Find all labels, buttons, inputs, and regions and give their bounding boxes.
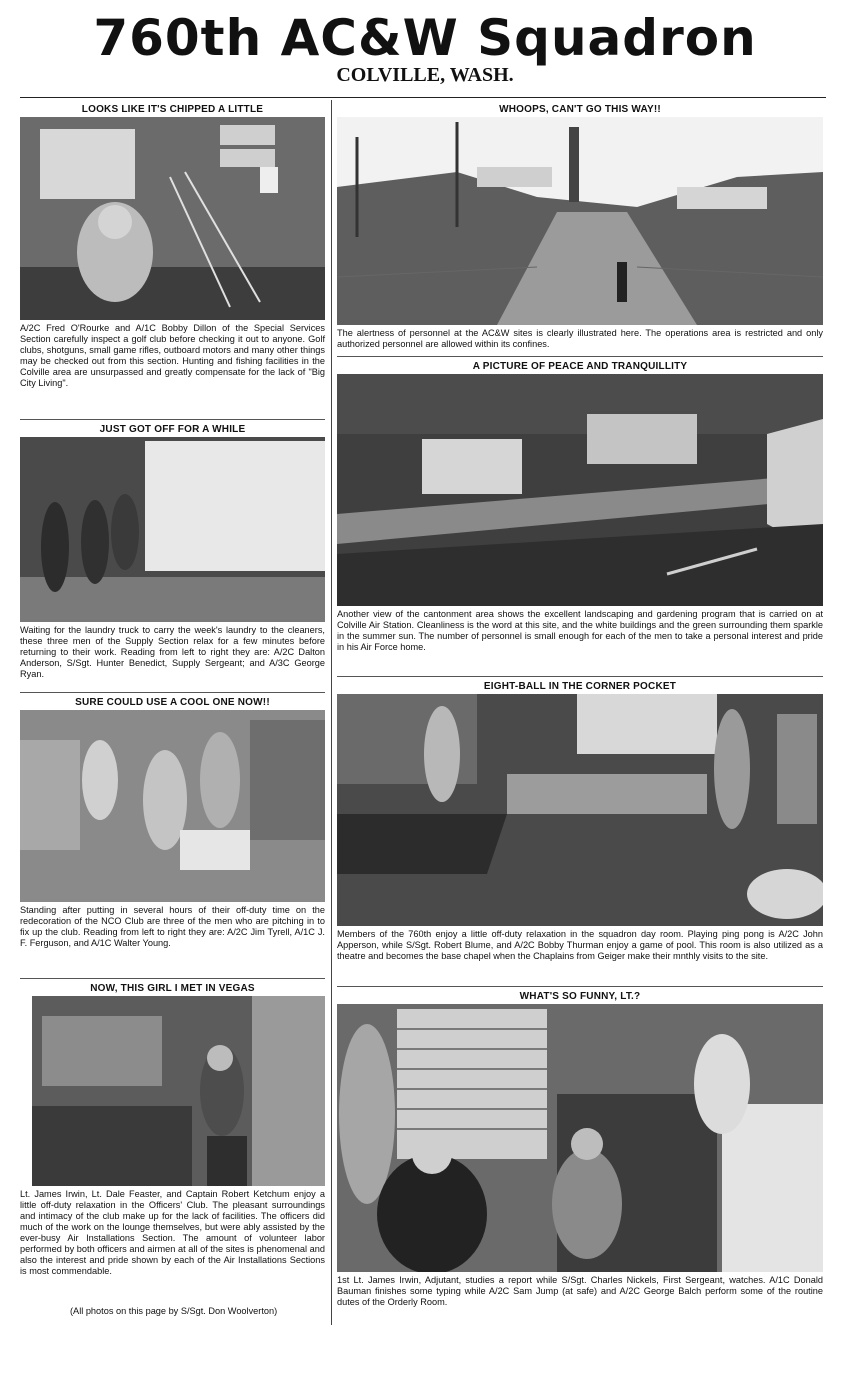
section-rule xyxy=(20,419,325,420)
section-rule xyxy=(337,356,823,357)
section-rule xyxy=(20,978,325,979)
section-rule xyxy=(20,692,325,693)
story-restricted-area xyxy=(337,103,823,350)
story-golf-club xyxy=(20,103,325,389)
masthead-rule xyxy=(20,97,826,98)
story-caption: Standing after putting in several hours of their off-duty time on the redecoration of the NCO Club are three of the men who are pitching in to fix up the club. Reading from left to right they are: A/2C Jim Tyrell, A/1C J. F. Ferguson, and A/1C Walter Young. xyxy=(20,905,325,948)
photo-golf-club xyxy=(20,117,325,320)
story-heading: WHAT'S SO FUNNY, LT.? xyxy=(519,991,641,1002)
photo-day-room xyxy=(337,694,823,926)
story-heading: A PICTURE OF PEACE AND TRANQUILLITY xyxy=(472,361,688,372)
story-heading: JUST GOT OFF FOR A WHILE xyxy=(99,424,246,435)
section-rule xyxy=(337,986,823,987)
story-heading: EIGHT-BALL IN THE CORNER POCKET xyxy=(483,681,677,692)
story-caption: Another view of the cantonment area shows the excellent landscaping and gardening program that is carried on at Colville Air Station. Cleanliness is the word at this site, and the white buildings and the green surrounding them sparkle in the summer sun. The number of personnel is small enough for each of the men to take a personal interest and pride in his Air Force home. xyxy=(337,609,823,652)
photo-nco-club xyxy=(20,710,325,902)
story-caption: 1st Lt. James Irwin, Adjutant, studies a report while S/Sgt. Charles Nickels, First Sergeant, watches. A/1C Donald Bauman finishes some typing while A/2C Sam Jump (at safe) and A/2C George Balch perform some of the routine dutes of the Orderly Room. xyxy=(337,1275,823,1307)
story-day-room xyxy=(337,680,823,962)
story-heading: SURE COULD USE A COOL ONE NOW!! xyxy=(75,697,270,708)
section-rule xyxy=(337,676,823,677)
page-title: 760th AC&W Squadron xyxy=(93,9,757,67)
story-orderly-room xyxy=(337,990,823,1308)
story-caption: Members of the 760th enjoy a little off-duty relaxation in the squadron day room. Playing ping pong is A/2C John Apperson, while S/Sgt. Robert Blume, and A/2C Bobby Thurman enjoy a game of pool. This room is also utilized as a theatre and becomes the base chapel when the Chaplains from Geiger make their mnthly visits to the site. xyxy=(337,929,823,961)
story-heading: NOW, THIS GIRL I MET IN VEGAS xyxy=(90,983,255,994)
story-laundry xyxy=(20,423,325,680)
story-caption: Waiting for the laundry truck to carry the week's laundry to the cleaners, these three men of the Supply Section relax for a few minutes before returning to their work. Reading from left to right they are: A/2C Dalton Anderson, S/Sgt. Hunter Benedict, Supply Sergeant; and A/3C George Ryan. xyxy=(20,625,325,679)
photo-laundry xyxy=(20,437,325,622)
photo-credit: (All photos on this page by S/Sgt. Don Woolverton) xyxy=(70,1306,278,1316)
story-heading: WHOOPS, CAN'T GO THIS WAY!! xyxy=(499,104,661,115)
story-caption: A/2C Fred O'Rourke and A/1C Bobby Dillon of the Special Services Section carefully inspect a golf club before checking it out to anyone. Golf clubs, shotguns, small game rifles, outboard motors and many other things may be checked out from this section. Hunting and fishing facilities in the Colville area are unsurpassed and greatly compensate for the lack of "Big City Living". xyxy=(20,323,325,388)
story-caption: Lt. James Irwin, Lt. Dale Feaster, and Captain Robert Ketchum enjoy a little off-duty relaxation in the Officers' Club. The pleasant surroundings and intimacy of the club make up for the lack of facilities. The officers did much of the work on the lounge themselves, but were ably assisted by the ever-busy Air Installations Section. The amount of volunteer labor performed by both officers and airmen at all of the sites is phenomenal and also the interest and pride shown by each of the Air Installations Sections is most commendable. xyxy=(20,1189,325,1276)
masthead xyxy=(0,10,850,86)
photo-officers-club xyxy=(32,996,325,1186)
column-divider xyxy=(331,100,332,1325)
story-nco-club xyxy=(20,696,325,949)
photo-cantonment xyxy=(337,374,823,606)
story-caption: The alertness of personnel at the AC&W sites is clearly illustrated here. The operations area is restricted and only authorized personnel are allowed within its confines. xyxy=(337,328,823,349)
story-officers-club xyxy=(20,982,325,1277)
story-heading: LOOKS LIKE IT'S CHIPPED A LITTLE xyxy=(81,104,264,115)
photo-restricted-area xyxy=(337,117,823,325)
photo-orderly-room xyxy=(337,1004,823,1272)
page-subtitle: COLVILLE, WASH. xyxy=(336,64,514,86)
story-cantonment xyxy=(337,360,823,653)
